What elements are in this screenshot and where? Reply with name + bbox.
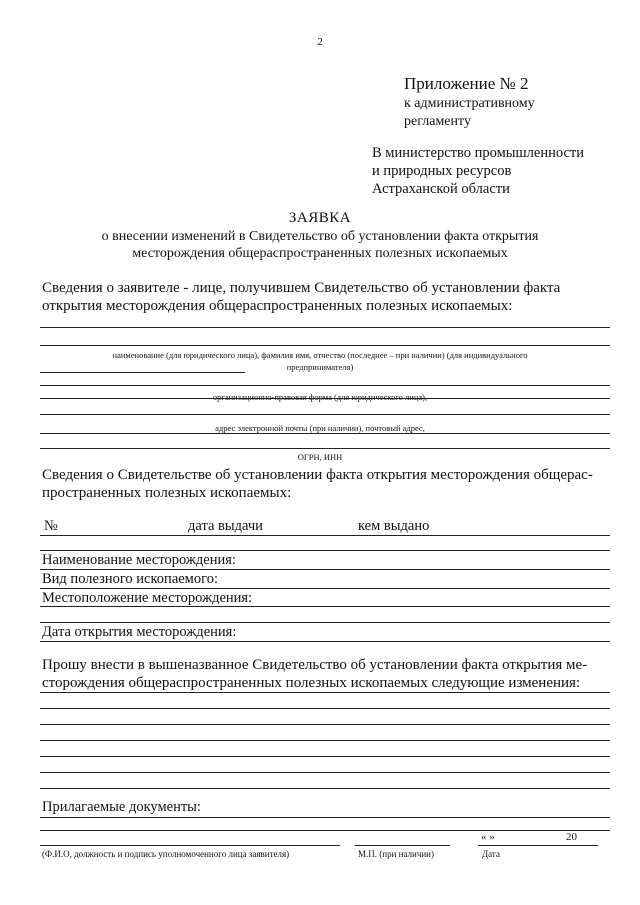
caption-ogrn-inn: ОГРН, ИНН — [297, 452, 343, 462]
date-quotes: « » — [481, 831, 495, 843]
changes-line-3[interactable] — [40, 724, 610, 725]
certificate-details-line[interactable] — [40, 535, 610, 536]
applicant-form-line-1[interactable] — [40, 385, 610, 386]
certificate-intro-1: Сведения о Свидетельстве об установлении факта открытия месторождения общерас- — [42, 467, 593, 483]
signature-line[interactable] — [40, 845, 340, 846]
mineral-type-field[interactable] — [40, 588, 610, 589]
deposit-location-field[interactable] — [40, 606, 610, 607]
changes-line-2[interactable] — [40, 708, 610, 709]
certificate-intro-2: пространенных полезных ископаемых: — [42, 485, 292, 501]
date-line[interactable] — [478, 845, 598, 846]
certificate-issuer-label: кем выдано — [358, 518, 430, 534]
changes-line-6[interactable] — [40, 772, 610, 773]
applicant-email-line-1[interactable] — [40, 414, 610, 415]
opening-date-field[interactable] — [40, 641, 610, 642]
caption-legal-form: организационно-правовая форма (для юридического лица), — [212, 392, 428, 402]
applicant-intro-1: Сведения о заявителе - лице, получившем Свидетельство об установлении факта — [42, 280, 561, 296]
document-subtitle-2: месторождения общераспространенных полезных ископаемых — [132, 246, 508, 261]
appendix-line-1: к административному — [404, 96, 535, 111]
applicant-intro-2: открытия месторождения общераспространенных полезных ископаемых: — [42, 298, 513, 314]
applicant-name-line-2[interactable] — [40, 345, 610, 346]
caption-stamp: М.П. (при наличии) — [358, 849, 434, 859]
certificate-number-label: № — [44, 518, 58, 534]
applicant-email-line-2[interactable] — [40, 433, 610, 434]
year-prefix: 20 — [566, 831, 577, 843]
document-title: ЗАЯВКА — [288, 210, 352, 226]
appendix-title: Приложение № 2 — [404, 74, 529, 93]
deposit-name-topline — [40, 550, 610, 551]
addressee-line-2: и природных ресурсов — [372, 163, 512, 179]
changes-line-1[interactable] — [40, 692, 610, 693]
addressee-line-3: Астраханской области — [372, 181, 510, 197]
caption-applicant-name-1: наименование (для юридического лица), фамилия имя, отчество (последнее – при наличии) (для индивидуального — [112, 350, 528, 360]
page-number: 2 — [317, 36, 323, 48]
attachments-label: Прилагаемые документы: — [42, 799, 201, 815]
request-text-2: сторождения общераспространенных полезных ископаемых следующие изменения: — [42, 675, 581, 691]
changes-line-7[interactable] — [40, 788, 610, 789]
changes-line-4[interactable] — [40, 740, 610, 741]
mineral-type-label: Вид полезного ископаемого: — [42, 571, 218, 587]
caption-email-address: адрес электронной почты (при наличии), почтовый адрес, — [215, 423, 425, 433]
deposit-location-label: Местоположение месторождения: — [42, 590, 253, 606]
applicant-ogrn-line[interactable] — [40, 448, 610, 449]
appendix-line-2: регламенту — [404, 114, 471, 129]
attachments-extra-line[interactable] — [40, 830, 610, 831]
applicant-name-line-1[interactable] — [40, 327, 610, 328]
request-text-1: Прошу внести в вышеназванное Свидетельство об установлении факта открытия ме- — [42, 657, 588, 673]
caption-date: Дата — [482, 849, 500, 859]
deposit-name-field[interactable] — [40, 569, 610, 570]
caption-applicant-name-2: предпринимателя) — [286, 362, 354, 372]
stamp-line[interactable] — [355, 845, 450, 846]
deposit-name-label: Наименование месторождения: — [42, 552, 236, 568]
opening-date-label: Дата открытия месторождения: — [42, 624, 237, 640]
caption-fio-signature: (Ф.И.О, должность и подпись уполномоченного лица заявителя) — [42, 849, 290, 859]
certificate-date-label: дата выдачи — [188, 518, 263, 534]
document-subtitle-1: о внесении изменений в Свидетельство об установлении факта открытия — [101, 229, 539, 244]
addressee-line-1: В министерство промышленности — [372, 145, 585, 161]
changes-line-5[interactable] — [40, 756, 610, 757]
deposit-location-extra-line[interactable] — [40, 622, 610, 623]
attachments-field[interactable] — [40, 817, 610, 818]
caption-underline-left — [40, 372, 245, 373]
